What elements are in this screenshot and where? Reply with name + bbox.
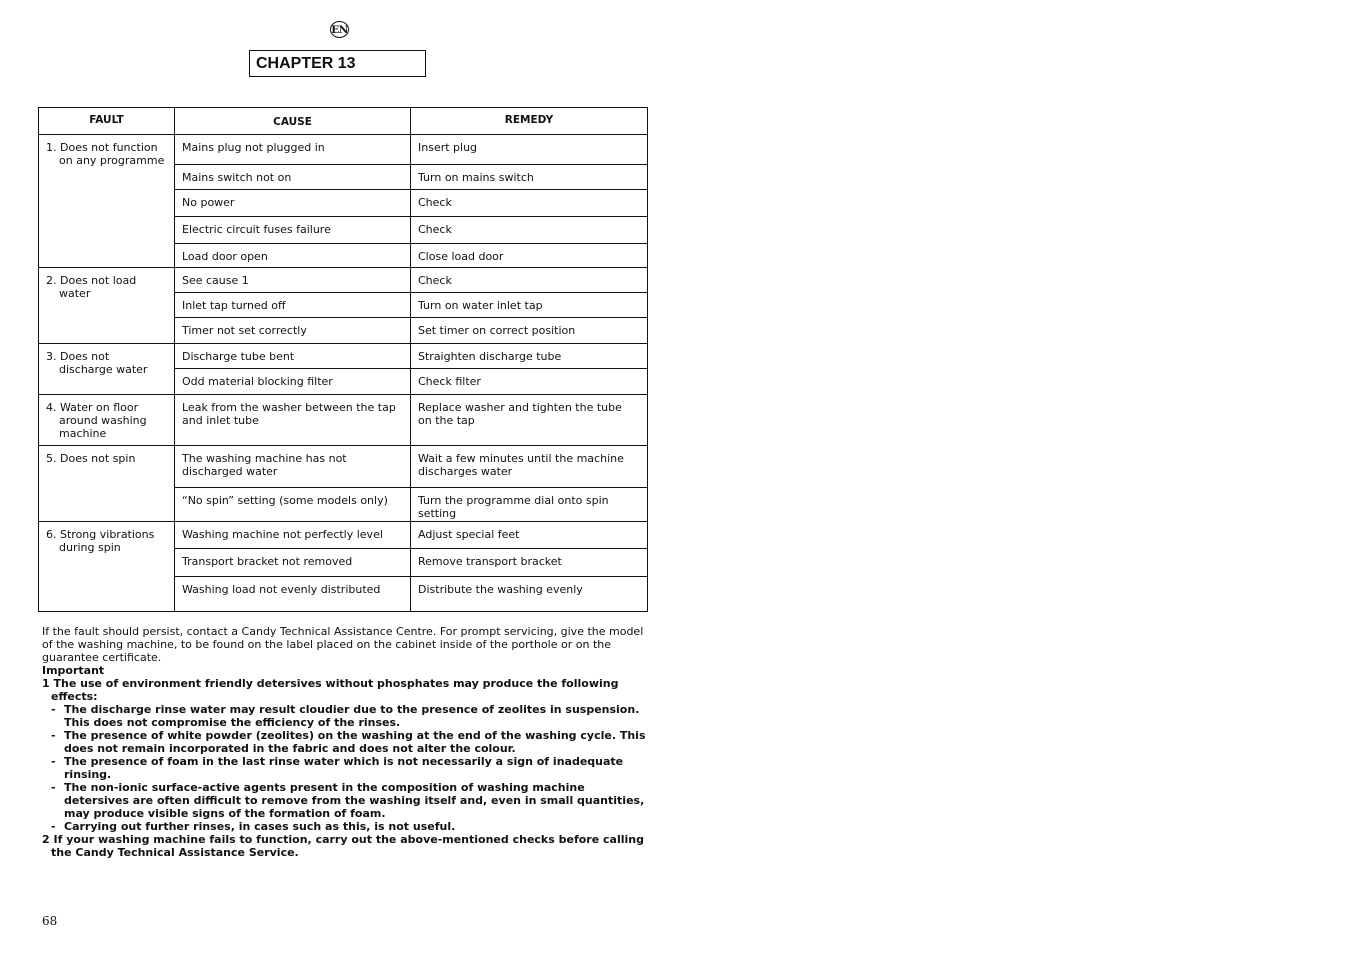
effects-list: [42, 703, 648, 833]
list-item: - The non-ionic surface-active agents present in the composition of washing machine detersives are often difficult to remove from the washing itself and, even in small quantities, may produce visible signs of the formation of foam.: [51, 781, 645, 820]
cause-cell: Load door open: [175, 244, 411, 268]
troubleshooting-table: [38, 107, 648, 612]
cause-cell: Inlet tap turned off: [175, 293, 411, 318]
notes-section: [42, 625, 648, 859]
remedy-cell: Turn on water inlet tap: [411, 293, 648, 318]
cause-cell: Electric circuit fuses failure: [175, 217, 411, 244]
list-item: - The discharge rinse water may result cloudier due to the presence of zeolites in suspension. This does not compromise the efficiency of the rinses.: [51, 703, 640, 729]
remedy-cell: Close load door: [411, 244, 648, 268]
cause-cell: See cause 1: [175, 268, 411, 293]
cause-cell: “No spin” setting (some models only): [175, 488, 411, 522]
fault-cell: 5. Does not spin: [39, 446, 175, 522]
table-row: [39, 395, 648, 446]
column-header-remedy: REMEDY: [411, 108, 648, 135]
remedy-cell: Remove transport bracket: [411, 549, 648, 577]
list-item: - The presence of white powder (zeolites) on the washing at the end of the washing cycle. This does not remain incorporated in the fabric and does not alter the colour.: [51, 729, 646, 755]
remedy-cell: Check filter: [411, 369, 648, 395]
remedy-cell: Replace washer and tighten the tube on the tap: [411, 395, 648, 446]
table-row: [39, 135, 648, 165]
cause-cell: Transport bracket not removed: [175, 549, 411, 577]
fault-cell: 3. Does not discharge water: [39, 344, 175, 395]
fault-cell: 4. Water on floor around washing machine: [39, 395, 175, 446]
remedy-cell: Check: [411, 217, 648, 244]
column-header-cause: CAUSE: [175, 108, 411, 135]
cause-cell: Timer not set correctly: [175, 318, 411, 344]
column-header-fault: FAULT: [39, 108, 175, 135]
cause-cell: The washing machine has not discharged water: [175, 446, 411, 488]
fault-cell: 2. Does not load water: [39, 268, 175, 344]
cause-cell: Mains plug not plugged in: [175, 135, 411, 165]
cause-cell: Washing machine not perfectly level: [175, 522, 411, 549]
list-item: - The presence of foam in the last rinse water which is not necessarily a sign of inadequate rinsing.: [51, 755, 624, 781]
remedy-cell: Check: [411, 190, 648, 217]
table-row: [39, 522, 648, 549]
cause-cell: Leak from the washer between the tap and inlet tube: [175, 395, 411, 446]
intro-paragraph: If the fault should persist, contact a Candy Technical Assistance Centre. For prompt servicing, give the model of the washing machine, to be found on the label placed on the cabinet inside of the porthole or on the guarantee certificate.: [42, 625, 644, 664]
table-row: [39, 446, 648, 488]
remedy-cell: Straighten discharge tube: [411, 344, 648, 369]
table-row: [39, 268, 648, 293]
cause-cell: Discharge tube bent: [175, 344, 411, 369]
remedy-cell: Insert plug: [411, 135, 648, 165]
important-heading: Important: [42, 664, 105, 677]
remedy-cell: Turn the programme dial onto spin setting: [411, 488, 648, 522]
remedy-cell: Turn on mains switch: [411, 165, 648, 190]
remedy-cell: Check: [411, 268, 648, 293]
chapter-title: CHAPTER 13: [249, 50, 426, 77]
cause-cell: Odd material blocking filter: [175, 369, 411, 395]
remedy-cell: Distribute the washing evenly: [411, 577, 648, 612]
cause-cell: Mains switch not on: [175, 165, 411, 190]
remedy-cell: Adjust special feet: [411, 522, 648, 549]
table-header-row: [39, 108, 648, 135]
fault-cell: 1. Does not function on any programme: [39, 135, 175, 268]
cause-cell: No power: [175, 190, 411, 217]
note-point-1: 1 The use of environment friendly detersives without phosphates may produce the following effects:: [42, 677, 619, 703]
cause-cell: Washing load not evenly distributed: [175, 577, 411, 612]
table-row: [39, 344, 648, 369]
language-badge-en: EN: [330, 21, 349, 38]
remedy-cell: Wait a few minutes until the machine discharges water: [411, 446, 648, 488]
list-item: - Carrying out further rinses, in cases such as this, is not useful.: [51, 820, 456, 833]
fault-cell: 6. Strong vibrations during spin: [39, 522, 175, 612]
remedy-cell: Set timer on correct position: [411, 318, 648, 344]
page-number: 68: [42, 914, 58, 928]
note-point-2: 2 If your washing machine fails to function, carry out the above-mentioned checks before calling the Candy Technical Assistance Service.: [42, 833, 644, 859]
